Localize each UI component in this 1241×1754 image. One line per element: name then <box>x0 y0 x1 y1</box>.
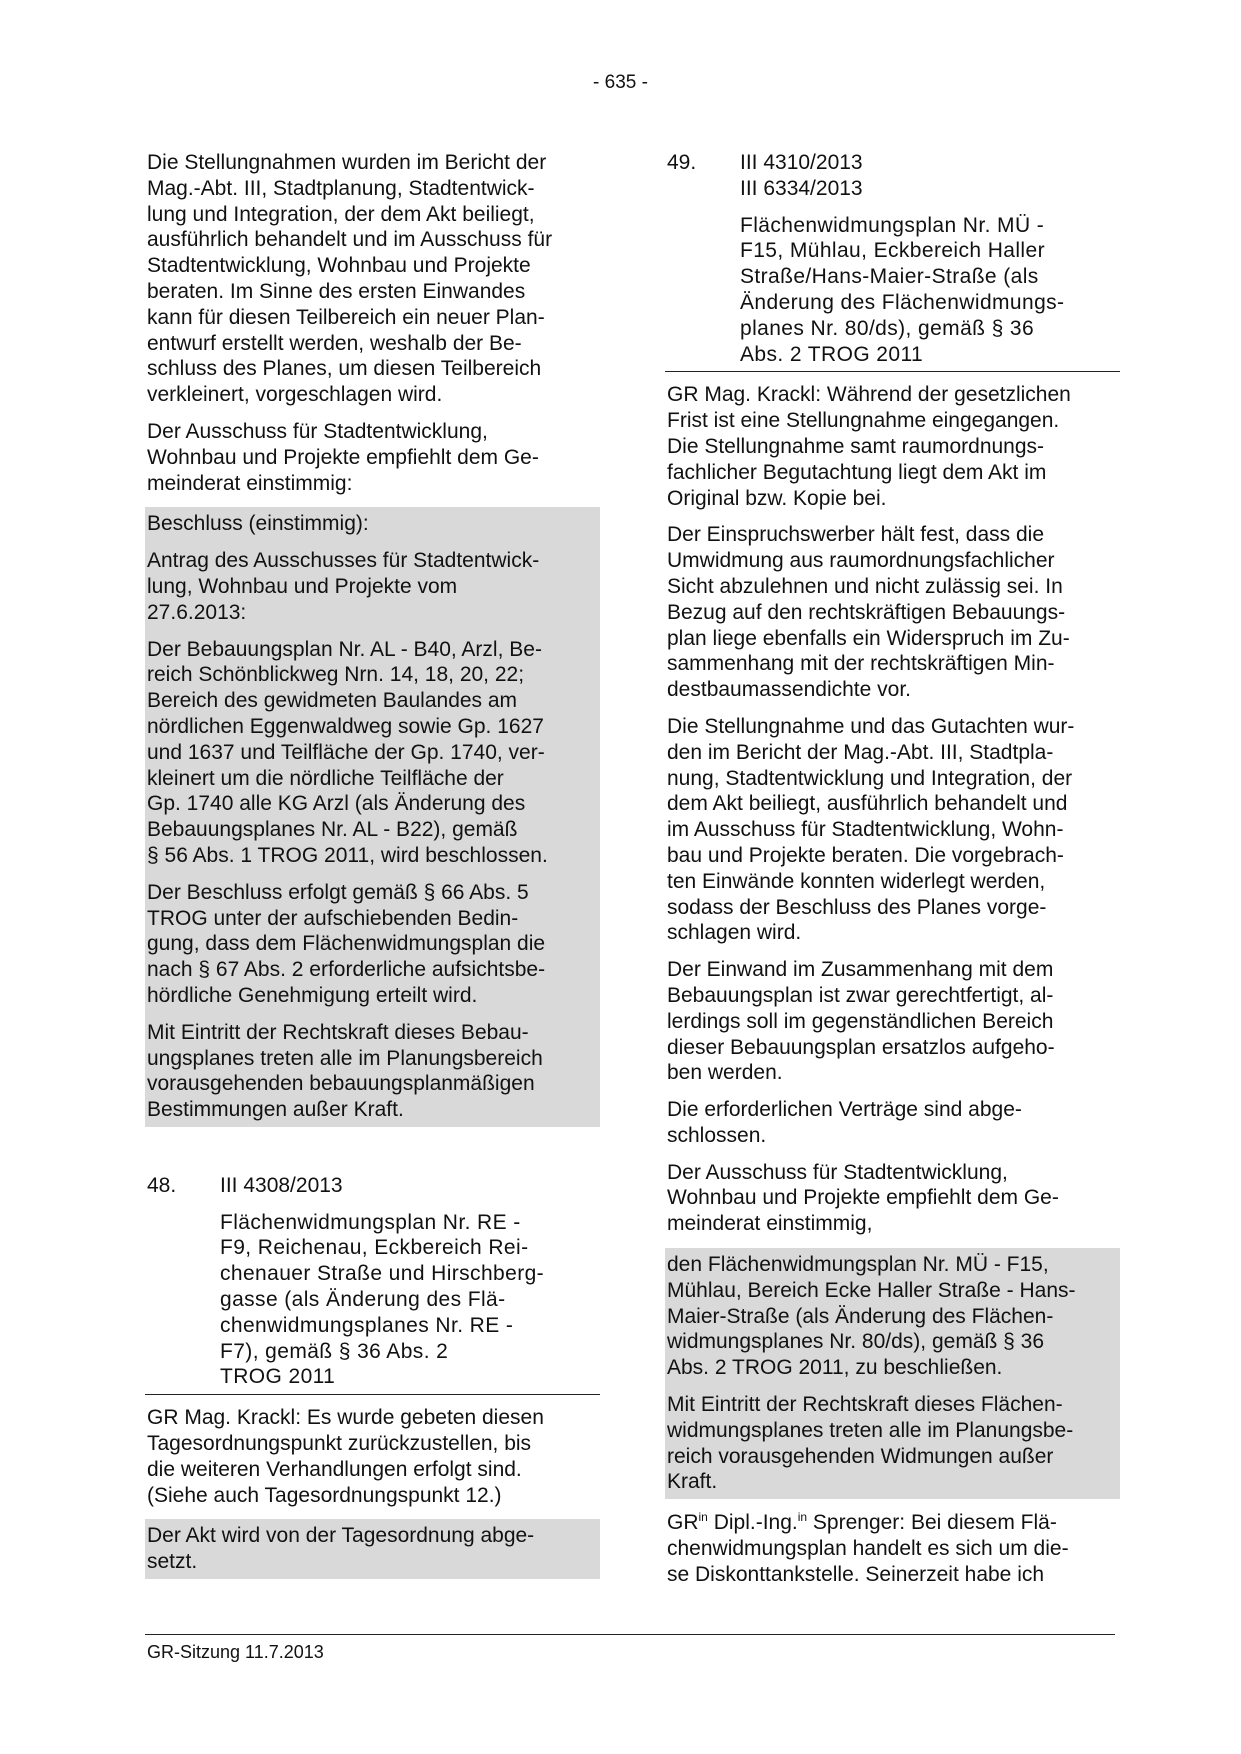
agenda-item-48 <box>145 1173 600 1390</box>
divider <box>145 1394 600 1395</box>
item-title: Flächenwidmungsplan Nr. RE - F9, Reichenau, Eckbereich Rei- chenauer Straße und Hirschberg- gasse (als Änderung des Flä- chenwidmungsplanes Nr. RE - F7), gemäß § 36 Abs. 2 TROG 2011 <box>220 1210 545 1389</box>
paragraph: Der Einwand im Zusammenhang mit dem Bebauungsplan ist zwar gerechtfertigt, al- lerdings soll im gegenständlichen Bereich dieser Bebauungsplan ersatzlos aufgeho- ben werden. <box>667 958 1055 1085</box>
paragraph: Der Einspruchswerber hält fest, dass die Umwidmung aus raumordnungsfachlicher Sicht abzulehnen und nicht zulässig sei. In Bezug auf den rechtskräftigen Bebauungs- plan liege ebenfalls ein Widerspruch im Zu- sammenhang mit der rechtskräftigen Min- destbaumassendichte vor. <box>667 523 1070 702</box>
paragraph: Die erforderlichen Verträge sind abge- schlossen. <box>667 1098 1022 1147</box>
paragraph: GR Mag. Krackl: Während der gesetzlichen Frist ist eine Stellungnahme eingegangen. Die Stellungnahme samt raumordnungs- fachlicher Begutachtung liegt dem Akt im Original bzw. Kopie bei. <box>667 383 1071 510</box>
agenda-item-49 <box>665 150 1120 367</box>
footer-divider <box>145 1634 1115 1635</box>
superscript: in <box>698 1510 708 1525</box>
superscript: in <box>797 1510 808 1525</box>
paragraph: Die Stellungnahmen wurden im Bericht der Mag.-Abt. III, Stadtplanung, Stadtentwick- lung und Integration, der dem Akt beiliegt, ausführlich behandelt und im Ausschuss für Stadtentwicklung, Wohnbau und Projekte beraten. Im Sinne des ersten Einwandes kann für diesen Teilbereich ein neuer Plan- entwurf erstellt werden, weshalb der Be- schluss des Planes, um diesen Teilbereich verkleinert, vorgeschlagen wird. <box>147 151 553 407</box>
paragraph <box>667 1510 1120 1587</box>
divider <box>665 371 1120 372</box>
item-reference: III 4310/2013 III 6334/2013 <box>740 151 863 200</box>
paragraph: Die Stellungnahme und das Gutachten wur- den im Bericht der Mag.-Abt. III, Stadtpla- nung, Stadtentwicklung und Integration, der dem Akt beiliegt, ausführlich behandelt und im Ausschuss für Stadtentwicklung, Wohn- bau und Projekte beraten. Die vorgebrach- ten Einwände konnten widerlegt werden, sodass der Beschluss des Planes vorge- schlagen wird. <box>667 714 1075 945</box>
resolution-block <box>145 1519 600 1579</box>
item-number: 49. <box>667 151 697 174</box>
item-title: Flächenwidmungsplan Nr. MÜ - F15, Mühlau, Eckbereich Haller Straße/Hans-Maier-Straße (als Änderung des Flächenwidmungs- planes Nr. 80/ds), gemäß § 36 Abs. 2 TROG 2011 <box>740 213 1065 366</box>
paragraph: Mit Eintritt der Rechtskraft dieses Flächen- widmungsplanes treten alle im Planungsbe- reich vorausgehenden Widmungen außer Kraft. <box>667 1393 1074 1494</box>
paragraph: Der Ausschuss für Stadtentwicklung, Wohnbau und Projekte empfiehlt dem Ge- meinderat einstimmig: <box>147 419 539 495</box>
paragraph: den Flächenwidmungsplan Nr. MÜ - F15, Mühlau, Bereich Ecke Haller Straße - Hans- Maier-Straße (als Änderung des Flächen- widmungsplanes Nr. 80/ds), gemäß § 36 Abs. 2 TROG 2011, zu beschließen. <box>667 1253 1076 1380</box>
paragraph: Der Beschluss erfolgt gemäß § 66 Abs. 5 TROG unter der aufschiebenden Bedin- gung, dass dem Flächenwidmungsplan die nach § 67 Abs. 2 erforderliche aufsichtsbe- hördliche Genehmigung erteilt wird. <box>147 880 546 1007</box>
resolution-heading: Beschluss (einstimmig): <box>147 512 369 536</box>
paragraph: Der Ausschuss für Stadtentwicklung, Wohnbau und Projekte empfiehlt dem Ge- meinderat einstimmig, <box>667 1160 1059 1236</box>
left-column <box>145 150 600 1579</box>
resolution-block <box>665 1248 1120 1499</box>
speaker-title: Dipl.-Ing. <box>713 1511 798 1535</box>
right-column <box>665 150 1120 1599</box>
paragraph: Der Bebauungsplan Nr. AL - B40, Arzl, Be- reich Schönblickweg Nrn. 14, 18, 20, 22; Bereich des gewidmeten Baulandes am nördlichen Eggenwaldweg sowie Gp. 1627 und 1637 und Teilfläche der Gp. 1740, ver- kleinert um die nördliche Teilfläche der Gp. 1740 alle KG Arzl (als Änderung des Bebauungsplanes Nr. AL - B22), gemäß § 56 Abs. 1 TROG 2011, wird beschlossen. <box>147 637 548 867</box>
paragraph: GR Mag. Krackl: Es wurde gebeten diesen Tagesordnungspunkt zurückzustellen, bis die weiteren Verhandlungen erfolgt sind. (Siehe auch Tagesordnungspunkt 12.) <box>147 1406 544 1507</box>
footer-text: GR-Sitzung 11.7.2013 <box>147 1642 324 1662</box>
speaker-prefix: GR <box>667 1511 699 1535</box>
item-number: 48. <box>147 1173 177 1197</box>
paragraph: Antrag des Ausschusses für Stadtentwick- lung, Wohnbau und Projekte vom 27.6.2013: <box>147 549 540 624</box>
paragraph: Mit Eintritt der Rechtskraft dieses Bebau- ungsplanes treten alle im Planungsbereich vorausgehenden bebauungsplanmäßigen Bestimmungen außer Kraft. <box>147 1020 543 1122</box>
item-reference: III 4308/2013 <box>220 1173 343 1197</box>
page-number: - 635 - <box>593 72 648 93</box>
paragraph-text: Sprenger: Bei diesem Flä- chenwidmungsplan handelt es sich um die- se Diskonttankstelle. Seinerzeit habe ich <box>667 1511 1069 1586</box>
paragraph: Der Akt wird von der Tagesordnung abge- setzt. <box>147 1524 535 1574</box>
resolution-block <box>145 507 600 1127</box>
